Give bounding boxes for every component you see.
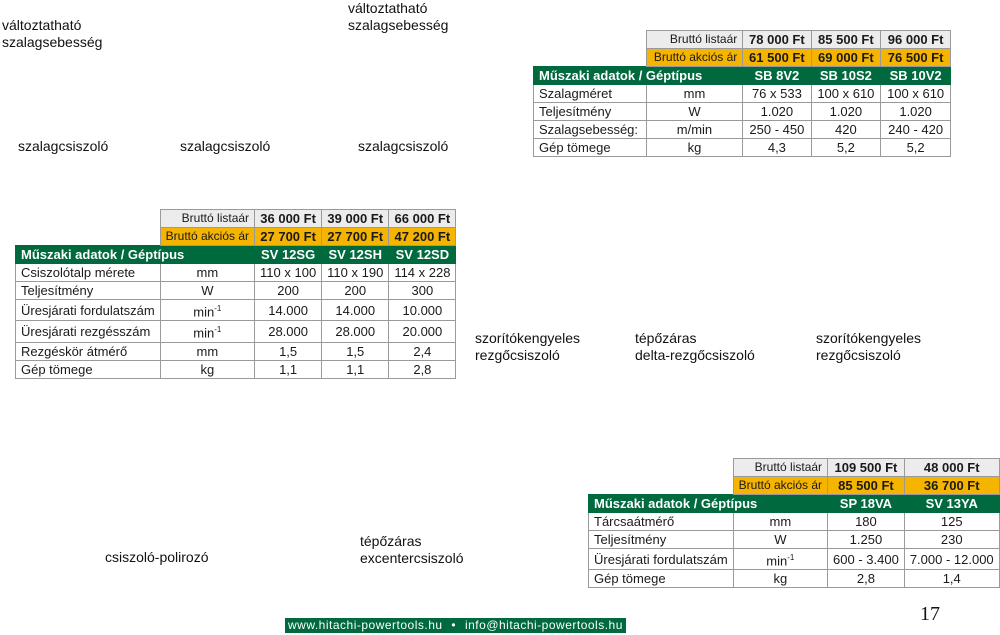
- table-row: Csiszolótalp mérete mm 110 x 100 110 x 190 114 x 228: [16, 264, 456, 282]
- spec-table-belt-sanders: [533, 30, 951, 157]
- label-sander-polisher: csiszoló-polirozó: [105, 549, 209, 565]
- model-name: SP 18VA: [828, 495, 905, 513]
- label-variable-speed-1: változtatható szalagsebesség: [2, 17, 103, 50]
- list-price: 39 000 Ft: [322, 210, 389, 228]
- table-row: Gép tömege kg 4,3 5,2 5,2: [534, 139, 951, 157]
- model-name: SV 12SD: [389, 246, 456, 264]
- model-name: SB 10S2: [811, 67, 881, 85]
- action-price: 27 700 Ft: [255, 228, 322, 246]
- separator-dot: •: [451, 618, 457, 632]
- action-price-label: Bruttó akciós ár: [160, 228, 254, 246]
- website-link[interactable]: www.hitachi-powertools.hu: [288, 618, 443, 632]
- spec-table-polishers: [588, 458, 1000, 588]
- list-price: 66 000 Ft: [389, 210, 456, 228]
- table-row: Gép tömege kg 2,8 1,4: [589, 570, 1000, 588]
- label-clamp-orbital-sander-2: szorítókengyeles rezgőcsiszoló: [816, 330, 922, 363]
- label-velcro-delta-sander: tépőzáras delta-rezgőcsiszoló: [635, 330, 755, 363]
- list-price: 78 000 Ft: [743, 31, 811, 49]
- action-price: 69 000 Ft: [811, 49, 881, 67]
- action-price: 27 700 Ft: [322, 228, 389, 246]
- footer-contact-bar: [285, 618, 626, 633]
- table-row: Teljesítmény W 200 200 300: [16, 282, 456, 300]
- table-row: Teljesítmény W 1.020 1.020 1.020: [534, 103, 951, 121]
- action-price-label: Bruttó akciós ár: [733, 477, 827, 495]
- table-row: Szalagsebesség: m/min 250 - 450 420 240 - 420: [534, 121, 951, 139]
- model-name: SV 12SH: [322, 246, 389, 264]
- action-price: 47 200 Ft: [389, 228, 456, 246]
- list-price: 48 000 Ft: [904, 459, 999, 477]
- table-row: Gép tömege kg 1,1 1,1 2,8: [16, 360, 456, 378]
- list-price-label: Bruttó listaár: [646, 31, 743, 49]
- table-header: Műszaki adatok / Géptípus: [16, 246, 255, 264]
- model-name: SV 12SG: [255, 246, 322, 264]
- table-header: Műszaki adatok / Géptípus: [589, 495, 828, 513]
- list-price-label: Bruttó listaár: [733, 459, 827, 477]
- table-row: Rezgéskör átmérő mm 1,5 1,5 2,4: [16, 342, 456, 360]
- list-price: 36 000 Ft: [255, 210, 322, 228]
- label-belt-sander-2: szalagcsiszoló: [180, 138, 271, 154]
- email-link[interactable]: info@hitachi-powertools.hu: [464, 618, 623, 632]
- label-belt-sander-1: szalagcsiszoló: [18, 138, 109, 154]
- action-price: 76 500 Ft: [881, 49, 951, 67]
- label-velcro-eccentric-sander: tépőzáras excentercsiszoló: [360, 533, 464, 566]
- list-price: 85 500 Ft: [811, 31, 881, 49]
- action-price: 85 500 Ft: [828, 477, 905, 495]
- list-price-label: Bruttó listaár: [160, 210, 254, 228]
- action-price: 36 700 Ft: [904, 477, 999, 495]
- table-header: Műszaki adatok / Géptípus: [534, 67, 743, 85]
- table-row: Üresjárati fordulatszám $\min^{-1}$ 600 - 3.400 7.000 - 12.000: [589, 549, 1000, 570]
- table-row: Szalagméret mm 76 x 533 100 x 610 100 x 610: [534, 85, 951, 103]
- model-name: SB 8V2: [743, 67, 811, 85]
- list-price: 96 000 Ft: [881, 31, 951, 49]
- label-clamp-orbital-sander-1: szorítókengyeles rezgőcsiszoló: [475, 330, 581, 363]
- action-price-label: Bruttó akciós ár: [646, 49, 743, 67]
- label-belt-sander-3: szalagcsiszoló: [358, 138, 449, 154]
- spec-table-orbital-sanders: [15, 209, 456, 379]
- page-number: 17: [920, 603, 940, 625]
- table-row: Tárcsaátmérő mm 180 125: [589, 513, 1000, 531]
- table-row: Teljesítmény W 1.250 230: [589, 531, 1000, 549]
- label-variable-speed-2: változtatható szalagsebesség: [348, 0, 449, 33]
- action-price: 61 500 Ft: [743, 49, 811, 67]
- table-row: Üresjárati fordulatszám $\min^{-1}$ 14.000 14.000 10.000: [16, 300, 456, 321]
- table-row: Üresjárati rezgésszám $\min^{-1}$ 28.000 28.000 20.000: [16, 321, 456, 342]
- model-name: SB 10V2: [881, 67, 951, 85]
- model-name: SV 13YA: [904, 495, 999, 513]
- list-price: 109 500 Ft: [828, 459, 905, 477]
